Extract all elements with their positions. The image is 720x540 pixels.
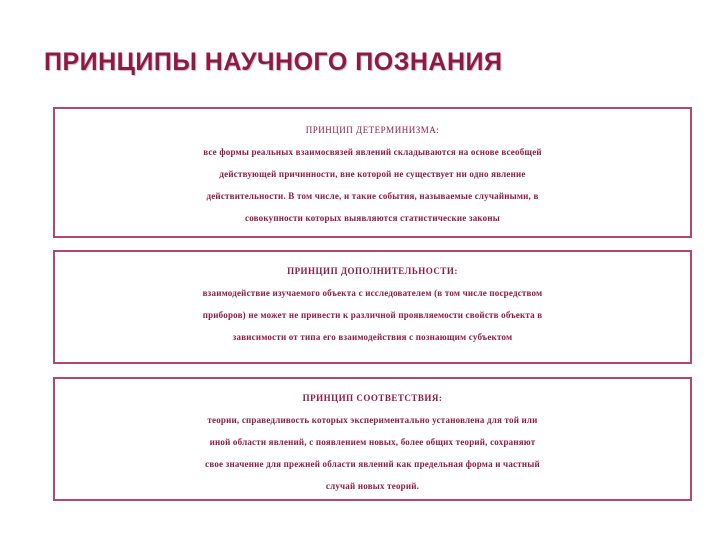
principle-heading: ПРИНЦИП ДОПОЛНИТЕЛЬНОСТИ: [287, 266, 458, 276]
principle-complementarity-box [53, 250, 692, 364]
description-line: действующей причинности, вне которой не существует ни одно явление [219, 169, 526, 179]
description-line: зависимости от типа его взаимодействия с познающим субъектом [232, 332, 513, 342]
description-line: взаимодействие изучаемого объекта с исследователем (в том числе посредством [202, 288, 543, 298]
description-line: действительности. В том числе, и такие события, называемые случайными, в [206, 191, 539, 201]
principle-heading: ПРИНЦИП ДЕТЕРМИНИЗМА: [305, 125, 440, 135]
description-line: теории, справедливость которых экспериментально установлена для той или [207, 415, 538, 425]
principle-description [55, 409, 690, 497]
slide-title: ПРИНЦИПЫ НАУЧНОГО ПОЗНАНИЯ [44, 48, 503, 76]
description-line: все формы реальных взаимосвязей явлений складываются на основе всеобщей [203, 147, 542, 157]
principle-determinism-box [53, 107, 692, 238]
description-line: приборов) не может не привести к различной проявляемости свойств объекта в [202, 310, 543, 320]
description-line: совокупности которых выявляются статистические законы [245, 213, 500, 223]
description-line: иной области явлений, с появлением новых, более общих теорий, сохраняют [209, 437, 536, 447]
principle-description [55, 282, 690, 348]
description-line: свое значение для прежней области явлений как предельная форма и частный [205, 459, 540, 469]
principle-description [55, 141, 690, 229]
principle-correspondence-box [53, 377, 692, 501]
description-line: случай новых теорий. [325, 481, 420, 491]
principle-heading: ПРИНЦИП СООТВЕТСТВИЯ: [302, 393, 443, 403]
